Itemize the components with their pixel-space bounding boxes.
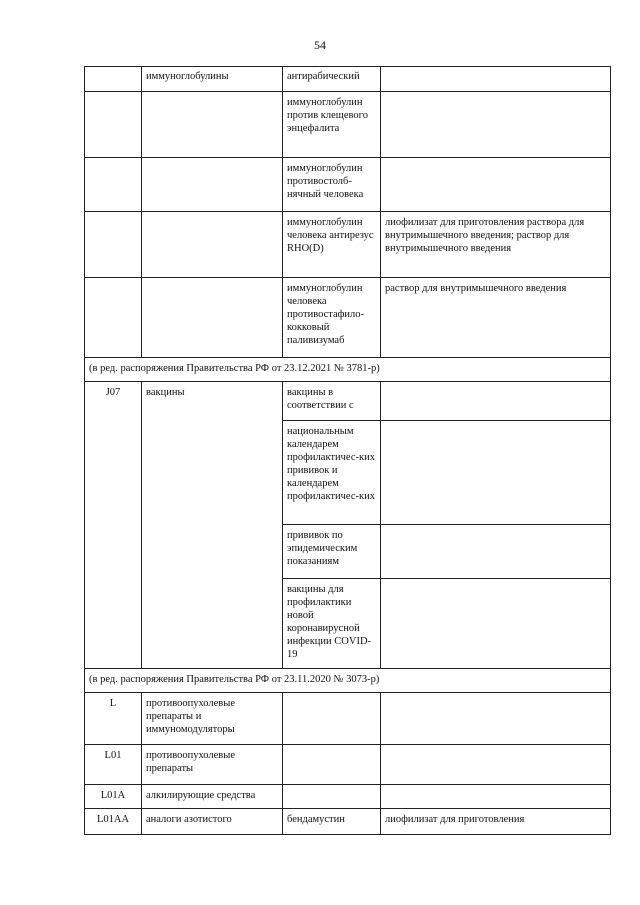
dosage-form-cell xyxy=(381,785,611,809)
drug-name-cell: антирабический xyxy=(283,67,381,92)
drug-name-cell: бендамустин xyxy=(283,809,381,835)
dosage-form-cell: раствор для внутримышечного введения xyxy=(381,278,611,358)
atc-code-cell: L01A xyxy=(85,785,142,809)
dosage-form-cell xyxy=(381,745,611,785)
dosage-form-cell xyxy=(381,525,611,579)
drug-name-cell: вакцины для профилактики новой коронавирусной инфекции COVID-19 xyxy=(283,579,381,669)
table-row xyxy=(85,809,611,835)
group-cell: противоопухолевые препараты xyxy=(142,745,283,785)
drug-name-cell xyxy=(283,745,381,785)
atc-code-cell: L xyxy=(85,693,142,745)
page-number: 54 xyxy=(314,38,326,52)
drug-name-cell: прививок по эпидемическим показаниям xyxy=(283,525,381,579)
dosage-form-cell xyxy=(381,421,611,525)
dosage-form-cell xyxy=(381,382,611,421)
drug-name-cell: национальным календарем профилактичес-ких прививок и календарем профилактичес-ких xyxy=(283,421,381,525)
table-row xyxy=(85,92,611,158)
group-cell xyxy=(142,212,283,278)
dosage-form-cell xyxy=(381,158,611,212)
group-cell: иммуноглобулины xyxy=(142,67,283,92)
dosage-form-cell xyxy=(381,693,611,745)
group-cell xyxy=(142,278,283,358)
dosage-form-cell xyxy=(381,579,611,669)
drug-name-cell xyxy=(283,785,381,809)
drug-name-cell: иммуноглобулин противостолб-нячный человека xyxy=(283,158,381,212)
group-cell: аналоги азотистого xyxy=(142,809,283,835)
amendment-note-row xyxy=(85,669,611,693)
dosage-form-cell xyxy=(381,67,611,92)
drug-name-cell: иммуноглобулин человека противостафило-кокковый паливизумаб xyxy=(283,278,381,358)
atc-code-cell xyxy=(85,67,142,92)
atc-code-cell: L01 xyxy=(85,745,142,785)
amendment-note: (в ред. распоряжения Правительства РФ от 23.12.2021 № 3781-р) xyxy=(85,358,611,382)
dosage-form-cell: лиофилизат для приготовления раствора для внутримышечного введения; раствор для внутримышечного введения xyxy=(381,212,611,278)
group-cell: противоопухолевые препараты и иммуномодуляторы xyxy=(142,693,283,745)
atc-code-cell xyxy=(85,278,142,358)
dosage-form-cell xyxy=(381,92,611,158)
group-cell xyxy=(142,92,283,158)
drug-name-cell: вакцины в соответствии с xyxy=(283,382,381,421)
table-row xyxy=(85,212,611,278)
table-row xyxy=(85,278,611,358)
drug-table xyxy=(84,66,611,835)
group-cell xyxy=(142,158,283,212)
atc-code-cell: J07 xyxy=(85,382,142,669)
atc-code-cell: L01AA xyxy=(85,809,142,835)
atc-code-cell xyxy=(85,212,142,278)
drug-name-cell: иммуноглобулин человека антирезус RHO(D) xyxy=(283,212,381,278)
amendment-note: (в ред. распоряжения Правительства РФ от 23.11.2020 № 3073-р) xyxy=(85,669,611,693)
drug-name-cell: иммуноглобулин против клещевого энцефалита xyxy=(283,92,381,158)
drug-name-cell xyxy=(283,693,381,745)
dosage-form-cell: лиофилизат для приготовления xyxy=(381,809,611,835)
table-row xyxy=(85,745,611,785)
group-cell: алкилирующие средства xyxy=(142,785,283,809)
atc-code-cell xyxy=(85,92,142,158)
table-row xyxy=(85,693,611,745)
table-row xyxy=(85,785,611,809)
atc-code-cell xyxy=(85,158,142,212)
group-cell: вакцины xyxy=(142,382,283,669)
amendment-note-row xyxy=(85,358,611,382)
table-row xyxy=(85,382,611,421)
table-row xyxy=(85,158,611,212)
table-row xyxy=(85,67,611,92)
